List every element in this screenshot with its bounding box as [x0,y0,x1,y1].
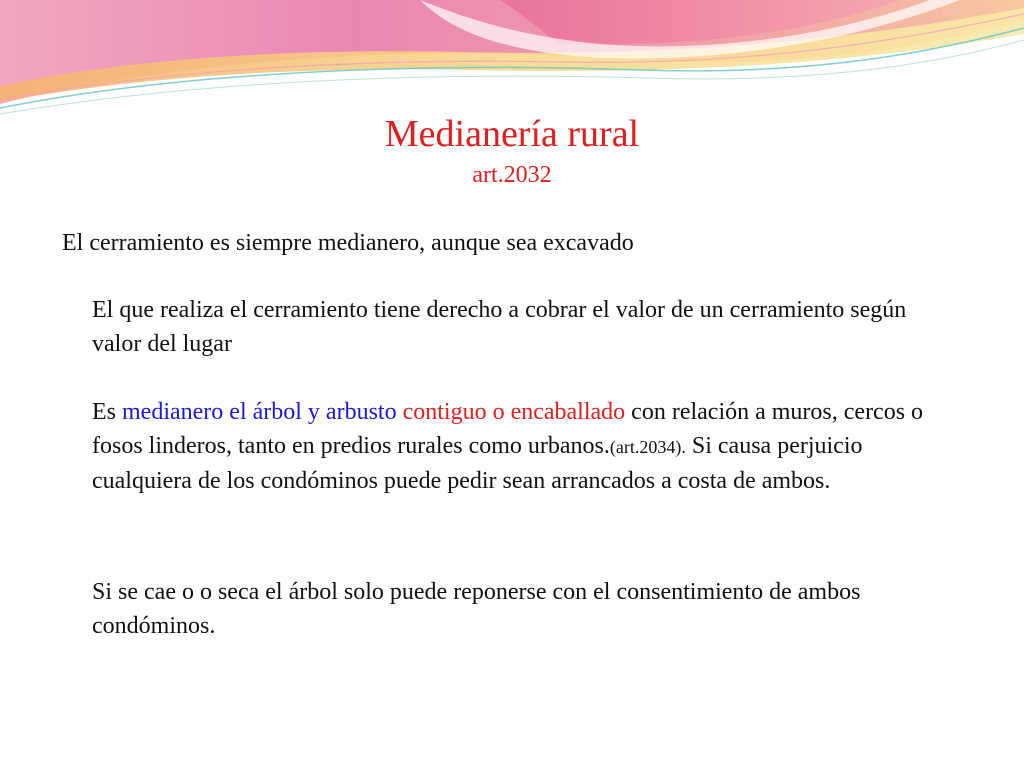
para3-highlight-blue: medianero el árbol y arbusto [122,399,397,425]
paragraph-reponer-arbol: Si se cae o o seca el árbol solo puede reponerse con el consentimiento de ambos condóminos. [92,579,861,639]
slide-title [0,112,1024,156]
slide-subtitle [0,160,1024,190]
para3-article-ref: (art.2034). [609,437,686,457]
paragraph-cerramiento: El cerramiento es siempre medianero, aunque sea excavado [62,230,634,256]
paragraph-derecho-cobrar: El que realiza el cerramiento tiene derecho a cobrar el valor de un cerramiento según valor del lugar [92,297,907,357]
para3-text-3: con relación a muros, cercos o fosos linderos, tanto en predios rurales como urbanos. [92,399,924,459]
decorative-wave-header [0,0,1024,120]
para3-text-1: Es [92,399,122,425]
paragraph-arbol-medianero [92,395,952,498]
title-text: Medianería rural [384,113,640,155]
para3-text-4: Si causa perjuicio cualquiera de los condóminos puede pedir sean arrancados a costa de ambos. [92,433,863,494]
para3-highlight-red: contiguo o encaballado [402,399,626,425]
subtitle-text: art.2032 [472,162,552,188]
